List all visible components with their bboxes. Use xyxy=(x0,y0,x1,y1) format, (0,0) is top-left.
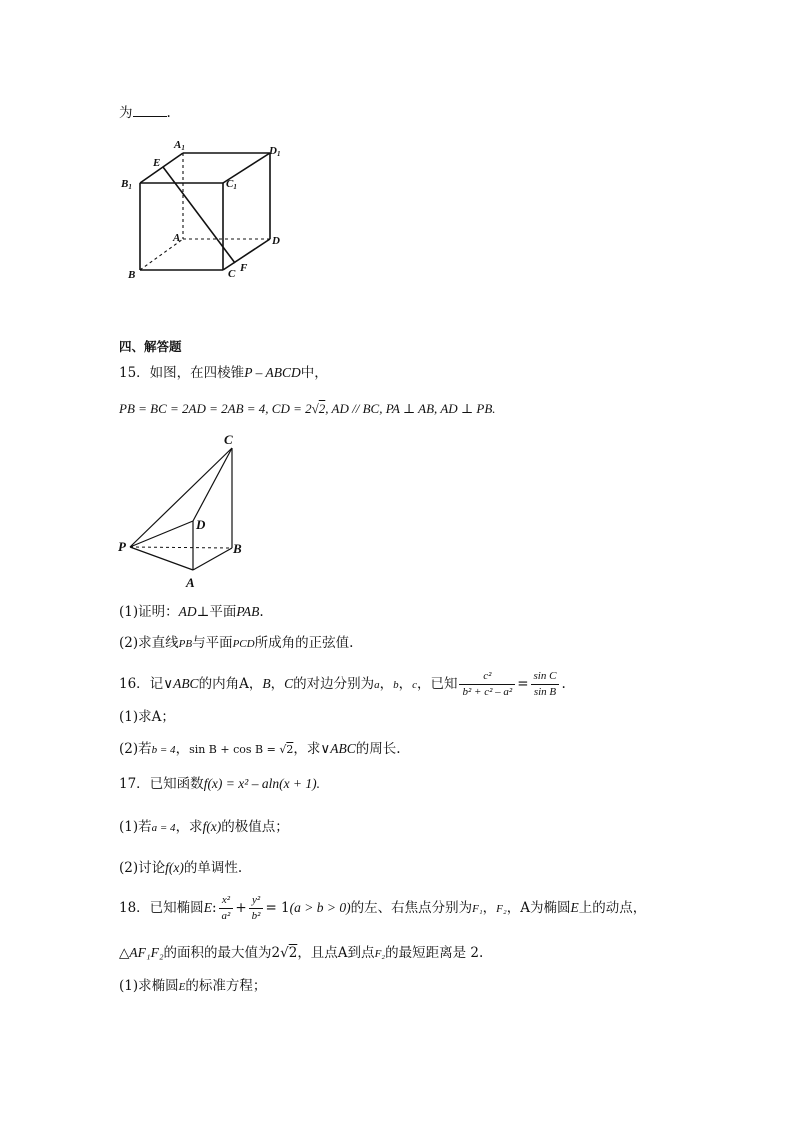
label-e: E xyxy=(153,157,161,169)
q16-part1: (1)求A； xyxy=(119,709,175,725)
label-d1: D1 xyxy=(269,145,281,158)
label-d: D xyxy=(196,517,206,532)
section-title: 四、解答题 xyxy=(119,339,182,354)
label-d: D xyxy=(272,235,280,247)
q15-part2: (2)求直线PB与平面PCD所成角的正弦值. xyxy=(119,635,354,651)
q18-line2: △AF₁F₂的面积的最大值为2√2，且点A到点F₂的最短距离是 2. xyxy=(119,945,484,961)
q17-intro: 17．已知函数f(x) = x² – aln(x + 1). xyxy=(119,776,321,792)
cube-figure xyxy=(115,135,295,285)
fraction-y: $\frac{\text{y²}}{\text{b²}}$ xyxy=(249,893,264,924)
q15-part1: (1)证明：AD⊥平面PAB. xyxy=(119,604,264,620)
q18-part1: (1)求椭圆E的标准方程； xyxy=(119,978,267,994)
pyramid-figure xyxy=(112,430,262,590)
q16-intro: 16．记∨ABC的内角A，B，C的对边分别为a，b，c，已知 $\frac{\text{c²}}{\text{b² + c² – a²}}$ = $\frac{\text{sin C}}{\text{sin B}}$ . xyxy=(119,670,566,698)
label-p: P xyxy=(118,539,126,554)
label-c: C xyxy=(228,268,236,280)
label-f: F xyxy=(240,262,248,274)
label-b: B xyxy=(128,269,136,281)
q17-part2: (2)讨论f(x)的单调性. xyxy=(119,860,243,876)
q16-part2: (2)若b = 4，sin B + cos B = √2，求∨ABC的周长. xyxy=(119,741,401,757)
fraction-1: $\frac{\text{c²}}{\text{b² + c² – a²}}$ xyxy=(459,669,515,700)
q18-intro: 18．已知椭圆E: $\frac{\text{x²}}{\text{a²}}$ + $\frac{\text{y²}}{\text{b²}}$ = 1(a > b > 0)的左、右焦点分别为F₁，F₂，A为椭圆E上的动点， xyxy=(119,894,647,922)
label-b1: B1 xyxy=(121,178,132,191)
label-c1: C1 xyxy=(226,178,237,191)
label-c: C xyxy=(224,432,233,447)
label-a: A xyxy=(186,575,195,590)
label-a1: A1 xyxy=(174,139,185,152)
label-b: B xyxy=(233,541,242,556)
fraction-x: $\frac{\text{x²}}{\text{a²}}$ xyxy=(219,893,234,924)
fraction-2: $\frac{\text{sin C}}{\text{sin B}}$ xyxy=(531,669,560,700)
q15-conditions: PB = BC = 2AD = 2AB = 4, CD = 2√2, AD // BC, PA ⊥ AB, AD ⊥ PB. xyxy=(119,401,496,416)
label-a: A xyxy=(173,232,181,244)
q15-intro: 15．如图，在四棱锥P – ABCD中， xyxy=(119,365,328,381)
q17-part1: (1)若a = 4，求f(x)的极值点； xyxy=(119,819,289,835)
answer-blank-line: 为 . xyxy=(119,105,171,121)
answer-blank xyxy=(133,104,167,117)
